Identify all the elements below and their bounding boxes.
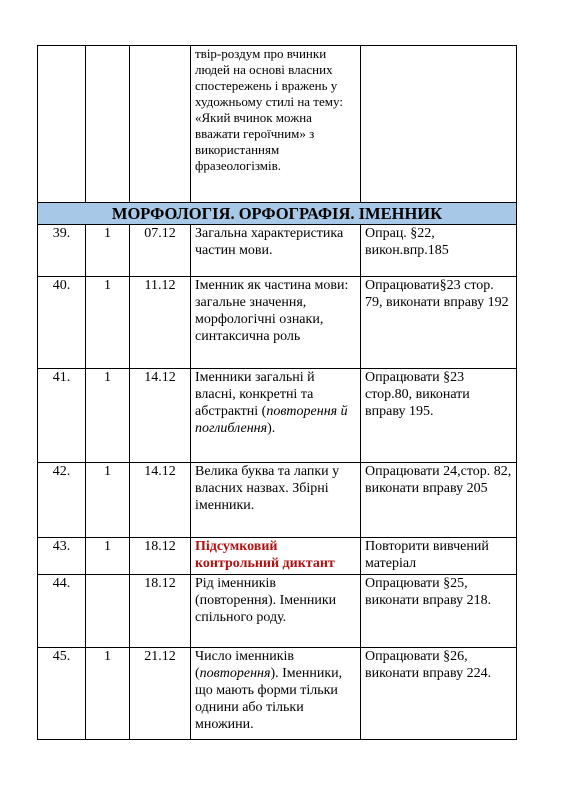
topic-cell: Велика буква та лапки у власних назвах. Збірні іменники. <box>191 463 361 538</box>
homework-cell: Опрацювати §23 стор.80, виконати вправу 195. <box>361 369 517 463</box>
topic-cell: Іменник як частина мови: загальне значення, морфологічні ознаки, синтаксична роль <box>191 277 361 369</box>
hours-cell: 1 <box>86 277 130 369</box>
lesson-plan-table <box>37 45 517 740</box>
table-row <box>38 46 517 203</box>
section-header-row <box>38 203 517 225</box>
topic-cell-dictation: Підсумковий контрольний диктант <box>191 538 361 575</box>
table-row <box>38 225 517 277</box>
hours-cell: 1 <box>86 463 130 538</box>
hours-cell <box>86 46 130 203</box>
date-cell: 14.12 <box>130 369 191 463</box>
table-row <box>38 575 517 648</box>
hours-cell: 1 <box>86 538 130 575</box>
date-cell: 18.12 <box>130 575 191 648</box>
date-cell: 11.12 <box>130 277 191 369</box>
homework-cell: Опрацювати §25, виконати вправу 218. <box>361 575 517 648</box>
num-cell: 41. <box>38 369 86 463</box>
homework-cell: Опрацювати §26, виконати вправу 224. <box>361 648 517 740</box>
topic-text: Іменники загальні й власні, конкретні та абстрактні ( <box>195 370 315 419</box>
homework-cell: Опрацювати 24,стор. 82, виконати вправу 205 <box>361 463 517 538</box>
num-cell: 43. <box>38 538 86 575</box>
date-cell: 14.12 <box>130 463 191 538</box>
topic-text-end: ). <box>267 421 276 436</box>
num-cell: 44. <box>38 575 86 648</box>
date-cell: 18.12 <box>130 538 191 575</box>
table-row <box>38 369 517 463</box>
table-row <box>38 648 517 740</box>
homework-cell: Опрацювати§23 стор. 79, виконати вправу 192 <box>361 277 517 369</box>
num-cell: 42. <box>38 463 86 538</box>
num-cell: 40. <box>38 277 86 369</box>
hours-cell: 1 <box>86 648 130 740</box>
topic-cell: Загальна характеристика частин мови. <box>191 225 361 277</box>
topic-cell: Рід іменників (повторення). Іменники спільного роду. <box>191 575 361 648</box>
topic-italic-note: повторення й поглиблення <box>195 404 348 436</box>
topic-text-rest: ). Іменники, що мають форми тільки однини або тільки множини. <box>195 666 343 732</box>
topic-cell: твір-роздум про вчинки людей на основі власних спостережень і вражень у художньому стилі на тему: «Який вчинок можна вважати героїчним» з використанням фразеологізмів. <box>191 46 361 203</box>
date-cell <box>130 46 191 203</box>
hours-cell: 1 <box>86 369 130 463</box>
homework-cell: Повторити вивчений матеріал <box>361 538 517 575</box>
table-row <box>38 277 517 369</box>
table-row <box>38 538 517 575</box>
date-cell: 07.12 <box>130 225 191 277</box>
table-row <box>38 463 517 538</box>
num-cell <box>38 46 86 203</box>
topic-text: Число іменників ( <box>195 649 295 681</box>
topic-cell <box>191 648 361 740</box>
topic-italic-note: повторення <box>199 666 271 681</box>
num-cell: 45. <box>38 648 86 740</box>
homework-cell <box>361 46 517 203</box>
topic-cell <box>191 369 361 463</box>
date-cell: 21.12 <box>130 648 191 740</box>
homework-cell: Опрац. §22, викон.впр.185 <box>361 225 517 277</box>
hours-cell: 1 <box>86 225 130 277</box>
num-cell: 39. <box>38 225 86 277</box>
hours-cell <box>86 575 130 648</box>
section-title: МОРФОЛОГІЯ. ОРФОГРАФІЯ. ІМЕННИК <box>38 203 517 225</box>
